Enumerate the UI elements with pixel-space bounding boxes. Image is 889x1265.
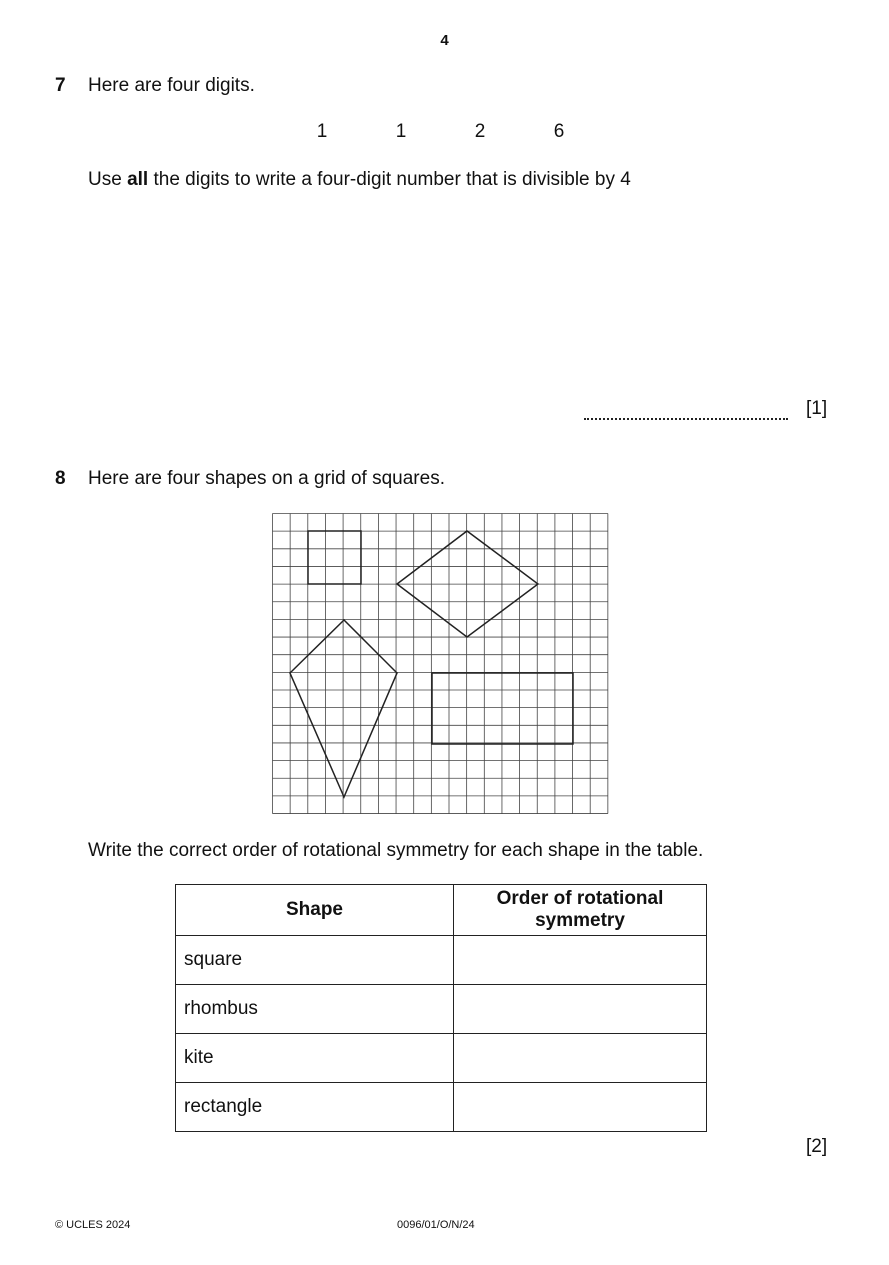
shape-name-cell: square bbox=[176, 936, 454, 985]
shape-name-cell: kite bbox=[176, 1034, 454, 1083]
question-8-instruction: Write the correct order of rotational symmetry for each shape in the table. bbox=[88, 840, 704, 861]
page-number: 4 bbox=[440, 32, 449, 49]
rotational-symmetry-table bbox=[175, 884, 707, 1132]
answer-cell-rhombus[interactable] bbox=[454, 985, 707, 1034]
question-7-intro: Here are four digits. bbox=[88, 75, 255, 96]
question-7-answer-line[interactable] bbox=[584, 418, 788, 420]
question-7-instruction: Use all the digits to write a four-digit number that is divisible by 4 bbox=[88, 169, 631, 190]
shape-name-cell: rhombus bbox=[176, 985, 454, 1034]
answer-cell-rectangle[interactable] bbox=[454, 1083, 707, 1132]
footer-paper-code: 0096/01/O/N/24 bbox=[397, 1219, 475, 1231]
table-row bbox=[176, 985, 707, 1034]
footer-copyright: © UCLES 2024 bbox=[55, 1219, 131, 1231]
digit-2: 1 bbox=[395, 121, 407, 142]
shape-grid-diagram bbox=[272, 513, 610, 815]
question-7-number: 7 bbox=[55, 75, 66, 96]
question-7-marks: [1] bbox=[806, 398, 828, 419]
shape-name-cell: rectangle bbox=[176, 1083, 454, 1132]
digit-4: 6 bbox=[553, 121, 565, 142]
square-shape bbox=[308, 531, 361, 584]
answer-cell-square[interactable] bbox=[454, 936, 707, 985]
rectangle-shape bbox=[432, 673, 573, 744]
table-row bbox=[176, 936, 707, 985]
question-8-intro: Here are four shapes on a grid of squares. bbox=[88, 468, 445, 489]
question-8-number: 8 bbox=[55, 468, 66, 489]
question-8-marks: [2] bbox=[806, 1136, 828, 1157]
table-row bbox=[176, 1034, 707, 1083]
grid-lines bbox=[273, 514, 608, 814]
header-shape: Shape bbox=[176, 885, 454, 936]
digit-3: 2 bbox=[474, 121, 486, 142]
table-row bbox=[176, 1083, 707, 1132]
header-order: Order of rotational symmetry bbox=[454, 885, 707, 936]
answer-cell-kite[interactable] bbox=[454, 1034, 707, 1083]
digit-1: 1 bbox=[316, 121, 328, 142]
